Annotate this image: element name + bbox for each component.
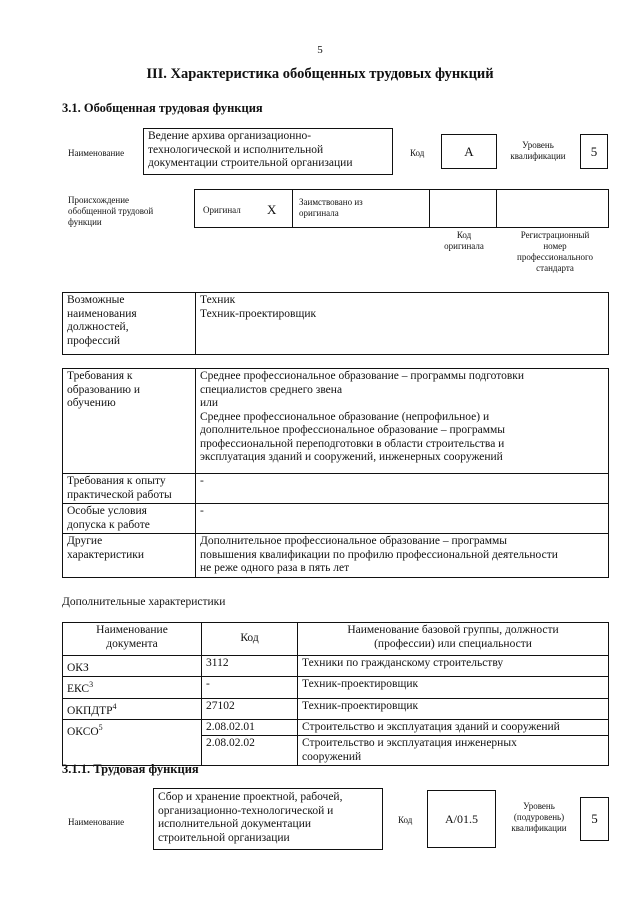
doc-cell [63,677,202,698]
requirement-label [63,474,196,504]
otf-level-label-line: Уровень [522,140,554,150]
text-line: обучению [67,397,116,409]
otf-code-box: А [441,134,497,169]
text-line: Наименование [96,624,168,636]
otf-level-box: 5 [580,134,608,169]
text-line: сооружений [302,750,362,763]
additional-table [62,622,609,766]
text-line: Техник [200,294,236,306]
origin-label-line: Происхождение [68,195,130,205]
text-line: Техник-проектировщик [200,307,317,320]
text-line: Сбор и хранение проектной, рабочей, [158,791,343,803]
text-line: - [200,505,204,517]
text-line: организационно-технологической и [158,804,334,817]
table-row [63,656,609,677]
text-line: практической работы [67,488,172,501]
text-line: профессий [67,334,121,347]
text-line: или [200,397,219,409]
otf-name-line: технологической и исполнительной [148,143,324,156]
doc-cell [63,656,202,677]
text-line: Среднее профессиональное образование (непрофильное) и [200,410,490,423]
name-cell: Строительство и эксплуатация зданий и сооружений [298,719,609,736]
subsection-title: 3.1. Обобщенная трудовая функция [62,101,263,115]
divider [496,189,497,228]
text-line: дополнительное профессиональное образование – программы [200,424,505,436]
text-line: документа [106,637,158,650]
otf-name-box [143,128,393,175]
requirement-label [63,504,196,534]
tf-code-box: А/01.5 [427,790,496,848]
footnote-ref: 4 [112,701,117,711]
requirement-value [196,504,609,534]
origin-label-line: обобщенной трудовой [68,206,154,216]
code-original-caption [430,230,498,252]
name-cell: Техники по гражданскому строительству [298,656,609,677]
tf-level-label [500,801,578,834]
text-line: исполнительной документации [158,818,311,830]
text-line: Код [240,632,259,645]
column-header [202,623,298,656]
text-line: Строительство и эксплуатация инженерных [302,737,517,750]
code-cell: 27102 [202,698,298,719]
caption-line: профессионального [517,252,593,262]
requirements-table [62,368,609,578]
caption-line: Регистрационный [520,230,590,240]
name-cell [298,736,609,766]
section-title: III. Характеристика обобщенных трудовых функций [146,66,494,82]
text-line: профессиональной переподготовки в области строительства и [200,437,505,450]
text-line: не реже одного раза в пять лет [200,562,350,574]
otf-name-line: документации строительной организации [148,157,353,169]
origin-label-line: функции [68,217,102,227]
otf-level-label [502,140,574,162]
page-number: 5 [317,44,323,56]
text-line: Уровень [523,801,555,811]
text-line: (подуровень) [513,812,565,822]
text-line: повышения квалификации по профилю профессиональной деятельности [200,548,558,561]
text-line: допуска к работе [67,518,150,531]
tf-level-box: 5 [580,797,609,841]
doc-name: ОКПДТР [67,704,113,717]
name-cell: Техник-проектировщик [298,677,609,698]
table-row [63,719,609,736]
otf-name-label: Наименование [68,148,125,158]
text-line: специалистов среднего звена [200,383,343,396]
text-line: (профессии) или специальности [374,637,532,650]
doc-name: ЕКС [67,683,90,696]
caption-line: оригинала [444,241,484,251]
tf-title: 3.1.1. Трудовая функция [62,762,199,776]
doc-name: ОКСО [67,725,99,738]
origin-label [68,195,153,228]
text-line: Возможные [67,294,125,306]
name-cell: Техник-проектировщик [298,698,609,719]
text-line: строительной организации [158,831,290,844]
column-header [298,623,609,656]
text-line: Особые условия [67,505,147,517]
text-line: Другие [67,535,103,547]
text-line: Среднее профессиональное образование – программы подготовки [200,370,525,382]
doc-cell [63,698,202,719]
footnote-ref: 3 [89,680,94,690]
code-cell: 2.08.02.01 [202,719,298,736]
text-line: эксплуатация зданий и сооружений, инженерных сооружений [200,451,503,463]
doc-name: ОКЗ [67,661,89,674]
borrowed-label-line: оригинала [299,208,339,218]
requirement-label [63,369,196,474]
borrowed-label-line: Заимствовано из [299,197,363,207]
code-cell: 2.08.02.02 [202,736,298,766]
caption-line: Код [456,230,472,240]
positions-value [196,293,609,355]
text-line: Требования к опыту [67,475,166,487]
reg-number-caption [500,230,610,274]
requirement-value [196,474,609,504]
caption-line: стандарта [536,263,574,273]
text-line: квалификации [511,823,567,833]
column-header [63,623,202,656]
requirement-value [196,534,609,578]
text-line: - [200,475,204,487]
caption-line: номер [543,241,567,251]
divider [429,189,430,228]
table-row [63,677,609,698]
requirement-value [196,369,609,474]
additional-title: Дополнительные характеристики [62,596,226,608]
tf-name-box [153,788,383,850]
origin-row [194,189,609,228]
table-row [63,698,609,719]
tf-name-label: Наименование [68,817,125,827]
text-line: наименования [67,307,137,320]
positions-table [62,292,609,355]
original-label: Оригинал [203,205,241,215]
code-cell: - [202,677,298,698]
otf-level-label-line: квалификации [510,151,566,161]
positions-label [63,293,196,355]
otf-code-label: Код [410,148,425,158]
tf-code-label: Код [398,815,413,825]
text-line: образованию и [67,383,140,396]
doc-cell [63,719,202,766]
otf-name-line: Ведение архива организационно- [148,130,312,142]
requirement-label [63,534,196,578]
borrowed-label [299,197,363,219]
footnote-ref: 5 [98,722,103,732]
text-line: Дополнительное профессиональное образование – программы [200,535,507,547]
text-line: должностей, [67,321,129,333]
text-line: Наименование базовой группы, должности [347,624,559,636]
text-line: Требования к [67,370,133,382]
original-mark: X [267,202,277,217]
code-cell: 3112 [202,656,298,677]
text-line: характеристики [67,548,145,561]
divider [292,189,293,228]
